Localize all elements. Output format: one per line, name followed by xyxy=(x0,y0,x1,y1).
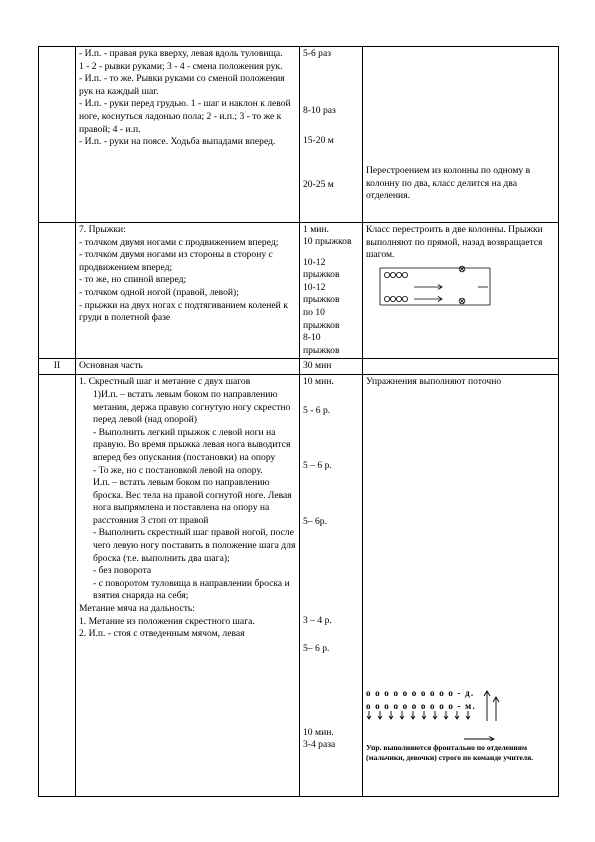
exercise-line: И.п. – встать левым боком по направлению броска. Вес тела на правой согнутой ноге. Левая нога выпрямлена и поставлена на опору на расстояния 3 стоп от правой xyxy=(93,477,292,526)
dosage-value: 5 - 6 р. xyxy=(303,405,331,417)
dosage-value: 3 – 4 р. xyxy=(303,615,332,627)
exercise-line: Метание мяча на дальность: xyxy=(79,603,195,615)
dosage-value: по 10 прыжков xyxy=(303,306,340,331)
table-row xyxy=(39,375,559,797)
exercise-line: - И.п. - то же. Рывки руками со сменой положения рук на каждый шаг. xyxy=(79,73,285,97)
row-number-cell xyxy=(39,375,76,797)
dosage-value: 20-25 м xyxy=(303,179,334,190)
dosage-value: 5-6 раз xyxy=(303,48,332,59)
organization-note: Перестроением из колонны по одному в колонну по два, класс делится на два отделения. xyxy=(366,165,531,202)
section-header-row xyxy=(39,359,559,375)
exercise-line: - И.п. - правая рука вверху, левая вдоль туловища. xyxy=(79,48,283,59)
section-note-cell xyxy=(363,359,559,375)
row-number-cell xyxy=(39,47,76,223)
exercise-cell xyxy=(76,47,300,223)
exercise-line: - прыжки на двух ногах с подтягиванием коленей к груди в полетной фазе xyxy=(79,299,288,324)
row-number-cell xyxy=(39,223,76,359)
throw-direction-diagram xyxy=(366,681,506,741)
exercise-line: - с поворотом туловища в направлении броска и взятия снаряда на себя; xyxy=(93,577,290,602)
note-cell xyxy=(363,47,559,223)
bottom-note: Упр. выполняются фронтально по отделениям (мальчики, девочки) строго по команде учителя. xyxy=(366,743,534,763)
dosage-value: 5– 6р. xyxy=(303,516,327,528)
dosage-value: 10 мин. xyxy=(303,727,334,739)
dosage-value: 5– 6 р. xyxy=(303,643,330,655)
exercise-line: - И.п. - руки перед грудью. 1 - шаг и наклон к левой ноге, коснуться ладонью пола; 2 - и.п.; 3 - то же к правой; 4 - и.п. xyxy=(79,98,291,135)
two-columns-jump-diagram xyxy=(378,263,498,313)
formation-girls: о о о о о о о о о о - д. xyxy=(366,688,475,699)
dosage-value: 15-20 м xyxy=(303,135,334,146)
dosage-value: 10 прыжков xyxy=(303,236,352,247)
dosage-value: 8-10 раз xyxy=(303,105,336,116)
exercise-line: - толчком двумя ногами с продвижением вперед; xyxy=(79,236,279,248)
exercise-line: - толчком двумя ногами из стороны в сторону с продвижением вперед; xyxy=(79,249,273,273)
exercise-line: - то же, но спиной вперед; xyxy=(79,274,187,286)
table-row xyxy=(39,47,559,223)
dosage-cell xyxy=(300,47,363,223)
section-title: Основная часть xyxy=(76,359,300,375)
organization-note: Класс перестроить в две колонны. Прыжки выполняют по прямой, назад возвращается шагом. xyxy=(366,224,543,261)
organization-note: Упражнения выполняют поточно xyxy=(366,376,502,388)
exercise-line: - Выполнить скрестный шаг правой ногой, после чего левую ногу поставить в положение шага для броска (т.е. выполнить два шага); xyxy=(93,527,296,564)
exercise-line: 2. И.п. - стоя с отведенным мячом, левая xyxy=(79,628,245,640)
exercise-line: - без поворота xyxy=(93,565,152,577)
note-cell xyxy=(363,223,559,359)
section-time: 30 мин xyxy=(300,359,363,375)
dosage-value: 10-12 прыжков xyxy=(303,281,340,306)
exercise-cell xyxy=(76,375,300,797)
exercise-line: 1)И.п. – встать левым боком по направлению метания, держа правую согнутую ногу скрестно перед левой (над опорой) xyxy=(93,388,291,426)
exercise-line: - И.п. - руки на поясе. Ходьба выпадами вперед. xyxy=(79,136,276,148)
lesson-plan-table xyxy=(38,46,559,797)
exercise-cell xyxy=(76,223,300,359)
exercise-line: - толчком одной ногой (правой, левой); xyxy=(79,286,239,298)
dosage-value: 5 – 6 р. xyxy=(303,460,332,472)
table-row xyxy=(39,223,559,359)
exercise-line: - То же, но с постановкой левой на опору. xyxy=(93,464,263,476)
dosage-value: 3-4 раза xyxy=(303,739,336,751)
dosage-value: 1 мин. xyxy=(303,224,329,235)
exercise-line: 7. Прыжки: xyxy=(79,224,126,235)
exercise-line: 1 - 2 - рывки руками; 3 - 4 - смена положения рук. xyxy=(79,60,283,72)
dosage-value: 10-12 прыжков xyxy=(303,256,340,281)
exercise-line: 1. Метание из положения скрестного шага. xyxy=(79,615,255,627)
dosage-value: 8-10 прыжков xyxy=(303,332,340,356)
exercise-line: - Выполнить легкий прыжок с левой ноги на правую. Во время прыжка левая нога выводится вперед без опускания (постановки) на опору xyxy=(93,426,291,463)
dosage-cell xyxy=(300,375,363,797)
dosage-cell xyxy=(300,223,363,359)
note-cell xyxy=(363,375,559,797)
exercise-line: 1. Скрестный шаг и метание с двух шагов xyxy=(79,376,251,388)
dosage-value: 10 мин. xyxy=(303,376,334,388)
formation-boys: о о о о о о о о о о - м. xyxy=(366,701,476,712)
section-number: II xyxy=(39,359,76,375)
